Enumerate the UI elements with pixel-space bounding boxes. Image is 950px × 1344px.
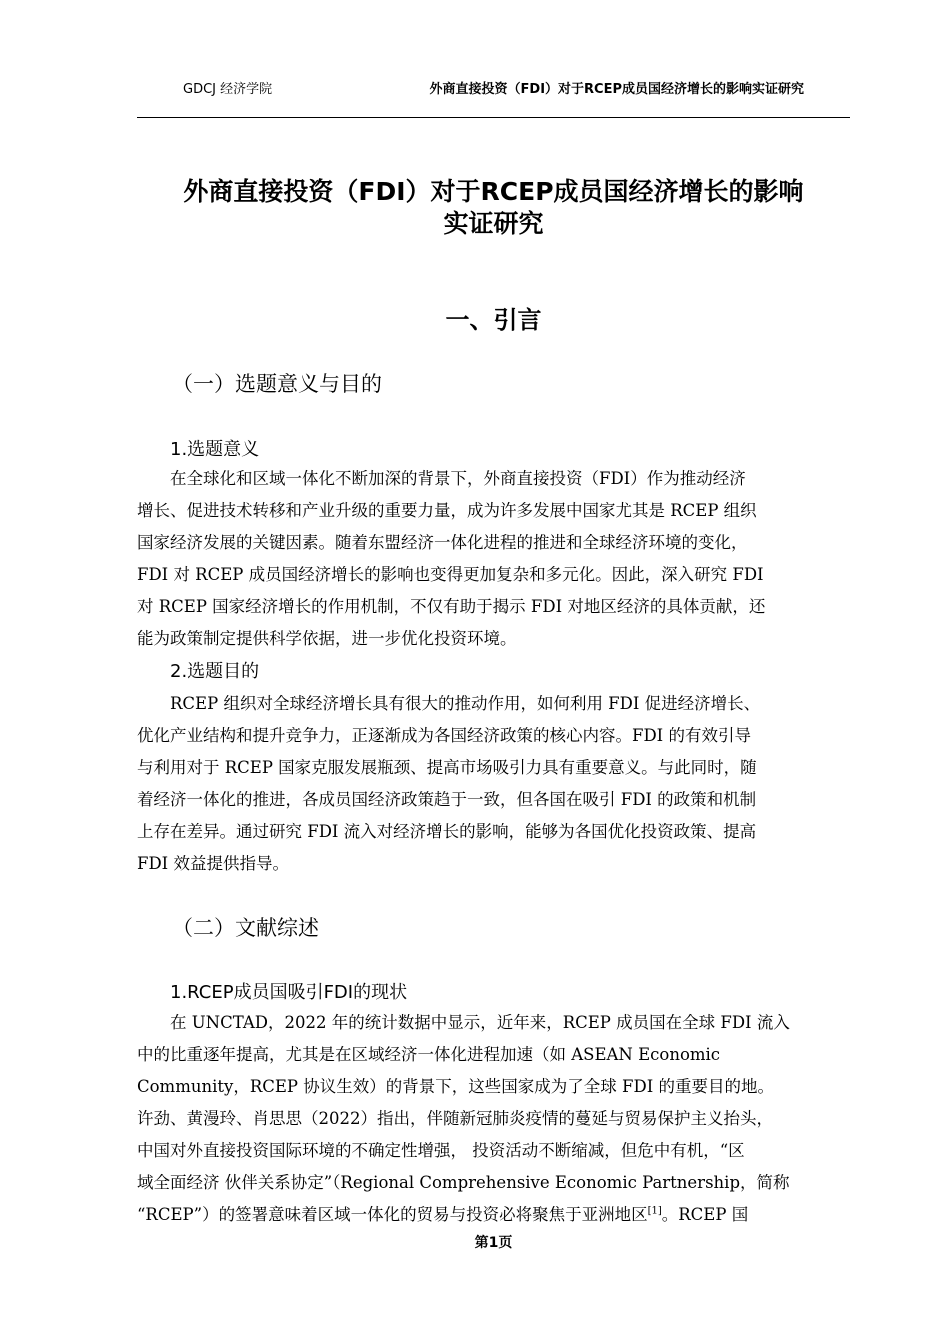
text-segment: 。RCEP 国 xyxy=(661,1205,749,1224)
header-divider xyxy=(137,117,850,118)
title-line-2: 实证研究 xyxy=(443,209,544,238)
text-line: 对 RCEP 国家经济增长的作用机制，不仅有助于揭示 FDI 对地区经济的具体贡献，还 xyxy=(137,597,766,616)
paragraph-fdi-status xyxy=(137,1007,850,1231)
page-number: 第1页 xyxy=(474,1235,513,1251)
text-line xyxy=(137,1199,850,1231)
text-line: 与利用对于 RCEP 国家克服发展瓶颈、提高市场吸引力具有重要意义。与此同时，随 xyxy=(137,758,757,777)
item-heading-significance: 1.选题意义 xyxy=(170,439,260,460)
text-line: 着经济一体化的推进，各成员国经济政策趋于一致，但各国在吸引 FDI 的政策和机制 xyxy=(137,790,757,809)
text-line: 能为政策制定提供科学依据，进一步优化投资环境。 xyxy=(137,629,517,648)
item-heading-purpose: 2.选题目的 xyxy=(170,661,260,682)
subsection-heading-literature-review: （二）文献综述 xyxy=(172,916,319,940)
text-line: 中的比重逐年提高，尤其是在区域经济一体化进程加速（如 ASEAN Economic xyxy=(137,1045,721,1064)
text-line: 中国对外直接投资国际环境的不确定性增强， 投资活动不断缩减，但危中有机，“区 xyxy=(137,1141,745,1160)
text-segment: “RCEP”）的签署意味着区域一体化的贸易与投资必将聚焦于亚洲地区 xyxy=(137,1205,648,1224)
text-line: 域全面经济 伙伴关系协定”（Regional Comprehensive Economic Partnership，简称 xyxy=(137,1173,790,1192)
text-line: Community，RCEP 协议生效）的背景下，这些国家成为了全球 FDI 的重要目的地。 xyxy=(137,1077,774,1096)
item-heading-fdi-status: 1.RCEP成员国吸引FDI的现状 xyxy=(170,982,408,1003)
citation-marker: [1] xyxy=(647,1205,662,1217)
page-header xyxy=(137,74,850,102)
subsection-heading-significance-purpose: （一）选题意义与目的 xyxy=(172,372,382,396)
text-line: FDI 效益提供指导。 xyxy=(137,854,289,873)
section-heading-introduction: 一、引言 xyxy=(445,306,542,334)
header-running-title: 外商直接投资（FDI）对于RCEP成员国经济增长的影响实证研究 xyxy=(429,82,804,97)
text-line: 许劲、黄漫玲、肖思思（2022）指出，伴随新冠肺炎疫情的蔓延与贸易保护主义抬头， xyxy=(137,1109,773,1128)
title-line-1: 外商直接投资（FDI）对于RCEP成员国经济增长的影响 xyxy=(183,177,804,206)
text-line: FDI 对 RCEP 成员国经济增长的影响也变得更加复杂和多元化。因此，深入研究 FDI xyxy=(137,565,764,584)
text-line: 国家经济发展的关键因素。随着东盟经济一体化进程的推进和全球经济环境的变化， xyxy=(137,533,748,552)
header-institution: GDCJ 经济学院 xyxy=(183,82,273,97)
text-line: 在全球化和区域一体化不断加深的背景下，外商直接投资（FDI）作为推动经济 xyxy=(170,469,746,488)
text-line: 在 UNCTAD，2022 年的统计数据中显示，近年来，RCEP 成员国在全球 FDI 流入 xyxy=(170,1013,790,1032)
paragraph-significance xyxy=(137,463,850,655)
text-line: 增长、促进技术转移和产业升级的重要力量，成为许多发展中国家尤其是 RCEP 组织 xyxy=(137,501,757,520)
text-line: 上存在差异。通过研究 FDI 流入对经济增长的影响，能够为各国优化投资政策、提高 xyxy=(137,822,757,841)
text-line: RCEP 组织对全球经济增长具有很大的推动作用，如何利用 FDI 促进经济增长、 xyxy=(170,694,761,713)
paragraph-purpose xyxy=(137,688,850,880)
text-line: 优化产业结构和提升竞争力，正逐渐成为各国经济政策的核心内容。FDI 的有效引导 xyxy=(137,726,751,745)
document-title xyxy=(137,176,850,240)
